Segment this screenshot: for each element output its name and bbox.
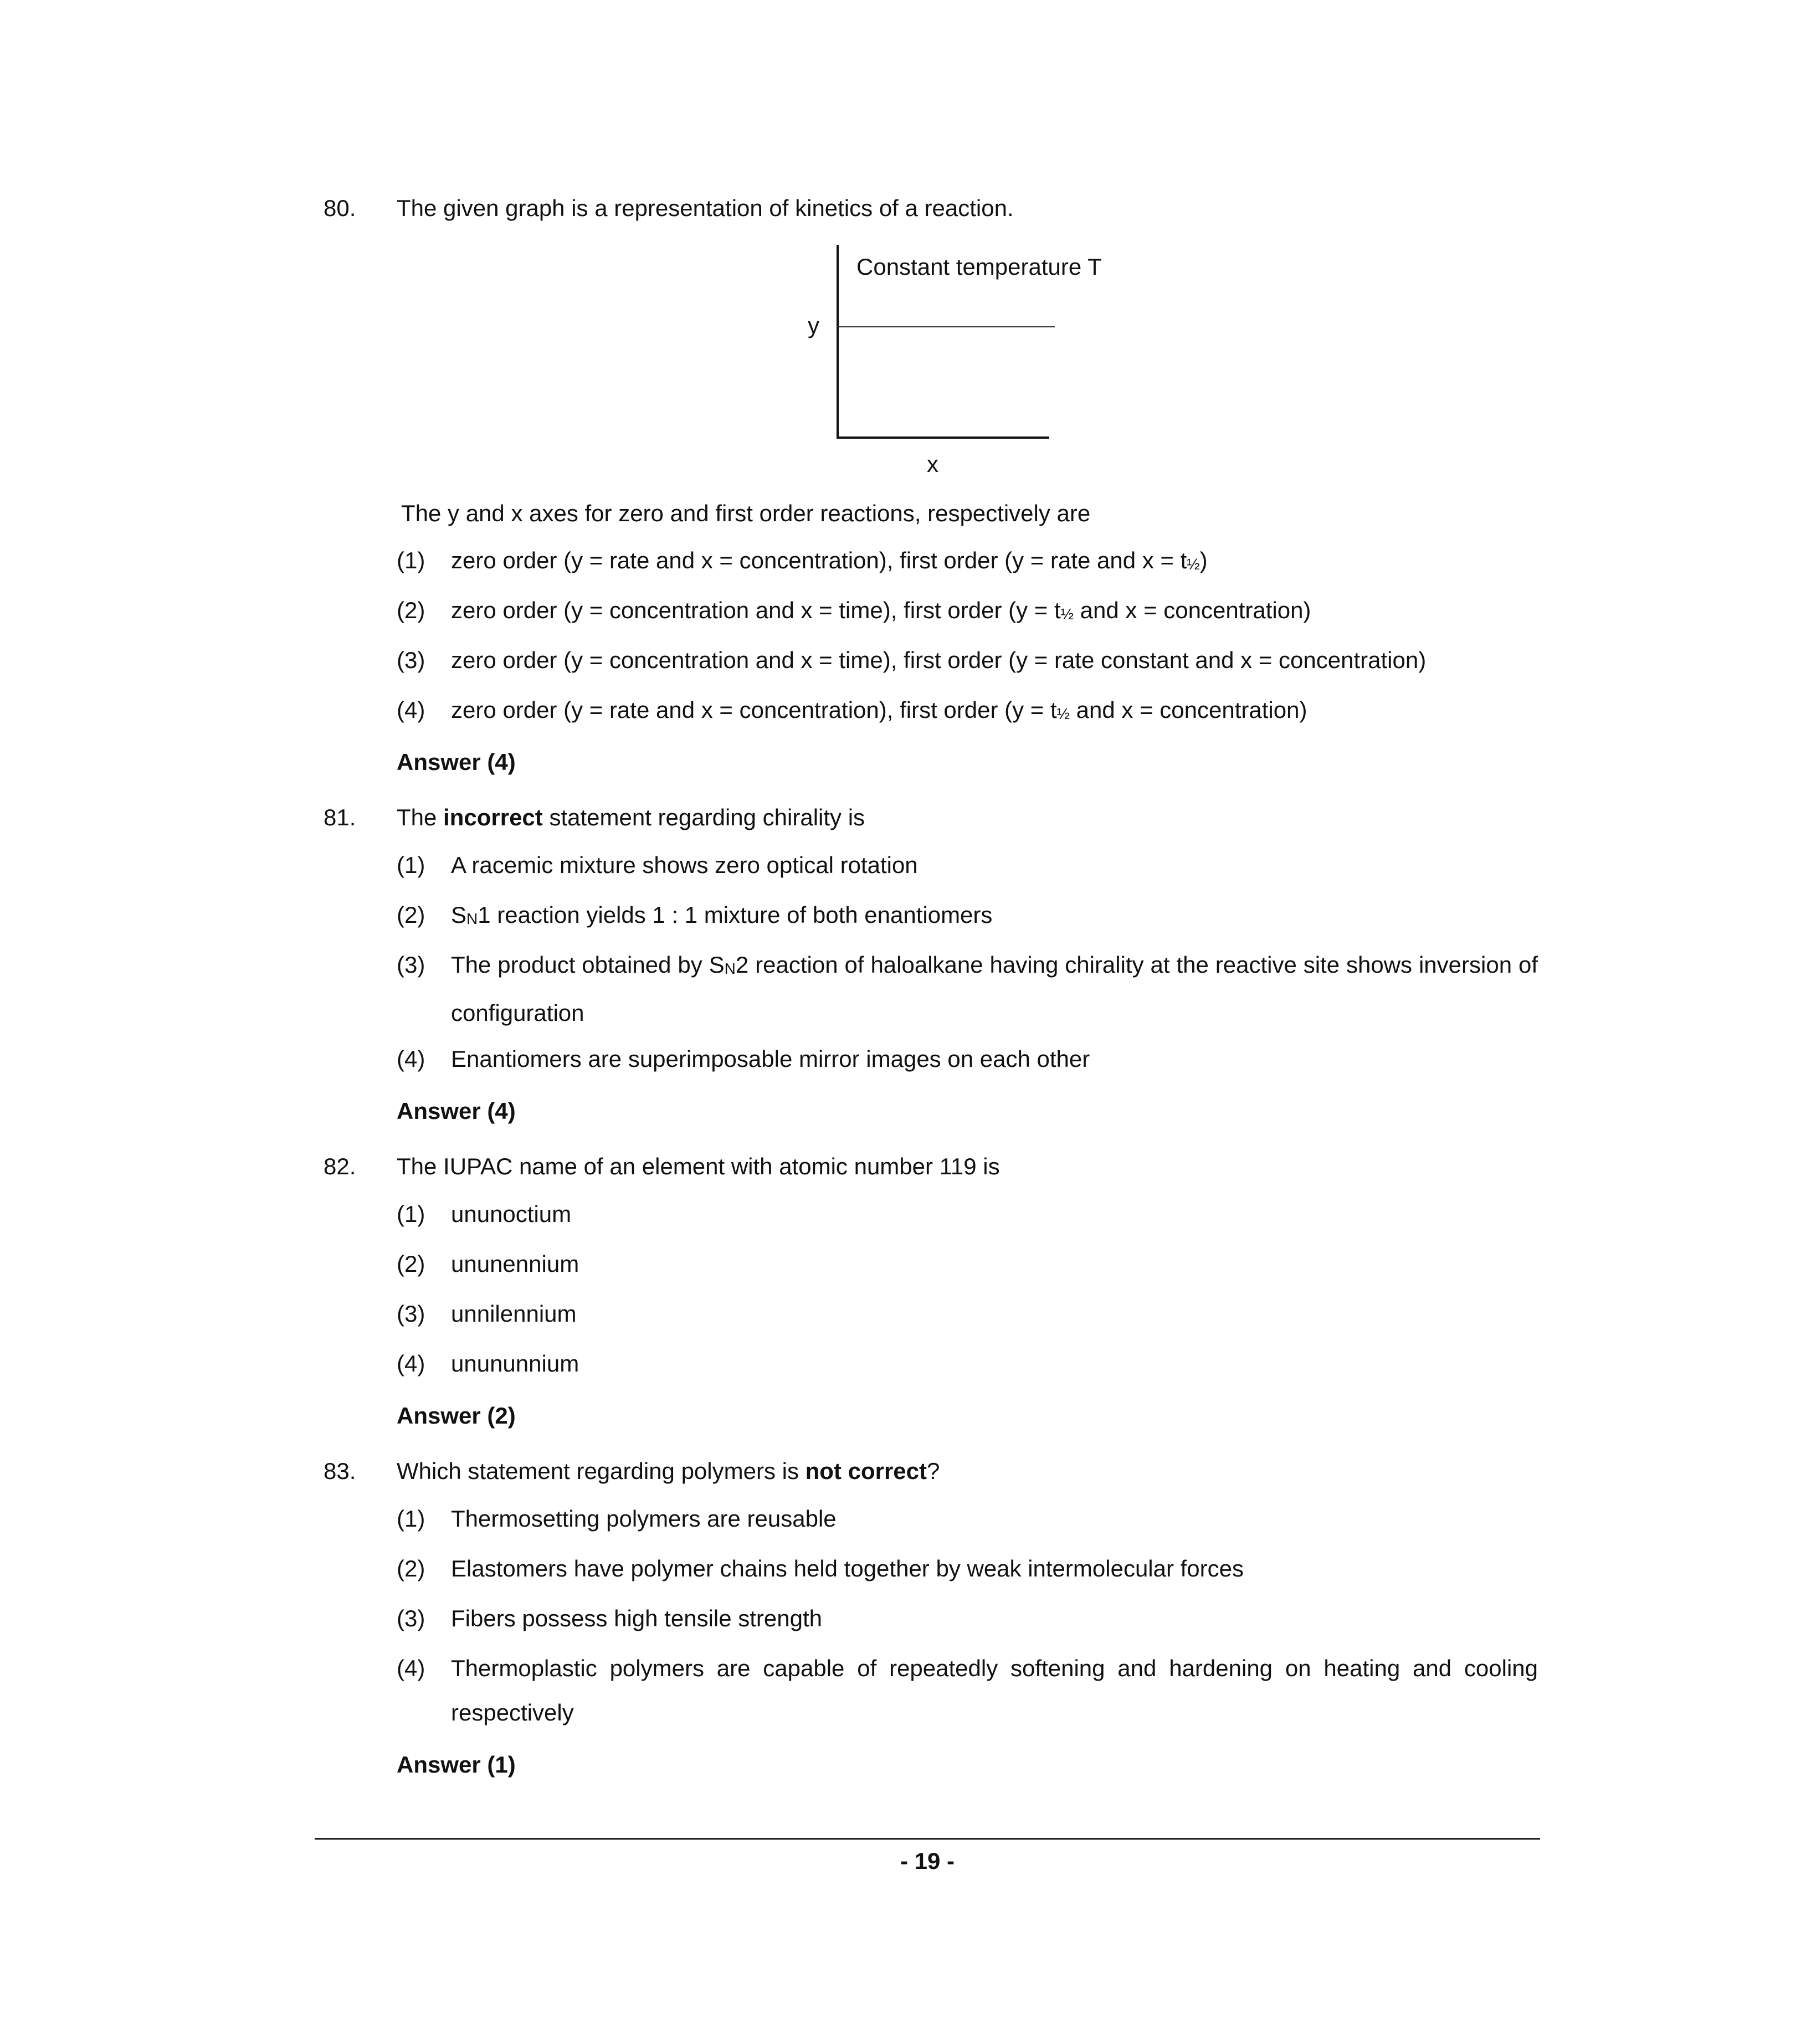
option-text: unnilennium (451, 1301, 577, 1327)
option-number: (3) (397, 952, 425, 978)
question-text: Which statement regarding polymers is not correct? (397, 1458, 940, 1484)
x-axis-label: x (927, 451, 938, 477)
option-number: (3) (397, 1605, 425, 1631)
option-text: zero order (y = concentration and x = time), first order (y = t½ and x = concentration) (451, 597, 1311, 623)
option-text: SN1 reaction yields 1 : 1 mixture of both enantiomers (451, 902, 993, 928)
question-text: The IUPAC name of an element with atomic number 119 is (397, 1153, 1000, 1179)
question-number: 81. (324, 804, 356, 830)
answer: Answer (1) (397, 1752, 516, 1778)
option-text: The product obtained by SN2 reaction of haloalkane having chirality at the reactive site shows inversion of configuration (451, 952, 1538, 1026)
question-text: The incorrect statement regarding chirality is (397, 804, 865, 830)
option-text: unununnium (451, 1350, 579, 1377)
answer: Answer (4) (397, 1098, 516, 1124)
question-stem: The y and x axes for zero and first order reactions, respectively are (401, 500, 1091, 526)
option-number: (2) (397, 1251, 425, 1277)
option-number: (3) (397, 647, 425, 673)
option-number: (1) (397, 547, 425, 573)
option-number: (4) (397, 1046, 425, 1072)
option-text: zero order (y = rate and x = concentration), first order (y = t½ and x = concentration) (451, 697, 1307, 723)
option-text: zero order (y = rate and x = concentration), first order (y = rate and x = t½) (451, 547, 1208, 573)
option-text: Thermoplastic polymers are capable of repeatedly softening and hardening on heating and cooling respectively (451, 1655, 1538, 1725)
answer: Answer (2) (397, 1403, 516, 1429)
option-number: (3) (397, 1301, 425, 1327)
option-number: (4) (397, 1350, 425, 1377)
option-text: ununoctium (451, 1201, 572, 1227)
option-number: (2) (397, 1555, 425, 1581)
option-number: (1) (397, 852, 425, 878)
option-number: (1) (397, 1506, 425, 1532)
y-axis-label: y (808, 312, 819, 338)
answer: Answer (4) (397, 749, 516, 775)
option-text: A racemic mixture shows zero optical rotation (451, 852, 918, 878)
option-text: Enantiomers are superimposable mirror images on each other (451, 1046, 1090, 1072)
footer-divider (315, 1838, 1540, 1840)
question-number: 80. (324, 195, 356, 221)
option-text: Fibers possess high tensile strength (451, 1605, 823, 1631)
option-text: ununennium (451, 1251, 579, 1277)
option-text: Thermosetting polymers are reusable (451, 1506, 837, 1532)
option-text: Elastomers have polymer chains held together by weak intermolecular forces (451, 1555, 1244, 1581)
kinetics-graph (798, 238, 1130, 487)
option-text: zero order (y = concentration and x = time), first order (y = rate constant and x = concentration) (451, 647, 1427, 673)
question-number: 83. (324, 1458, 356, 1484)
option-number: (2) (397, 902, 425, 928)
option-number: (4) (397, 697, 425, 723)
question-number: 82. (324, 1153, 356, 1179)
question-text: The given graph is a representation of kinetics of a reaction. (397, 195, 1014, 221)
option-number: (2) (397, 597, 425, 623)
option-number: (4) (397, 1655, 425, 1681)
option-number: (1) (397, 1201, 425, 1227)
graph-label: Constant temperature T (856, 254, 1102, 280)
page-number: - 19 - (900, 1848, 955, 1874)
